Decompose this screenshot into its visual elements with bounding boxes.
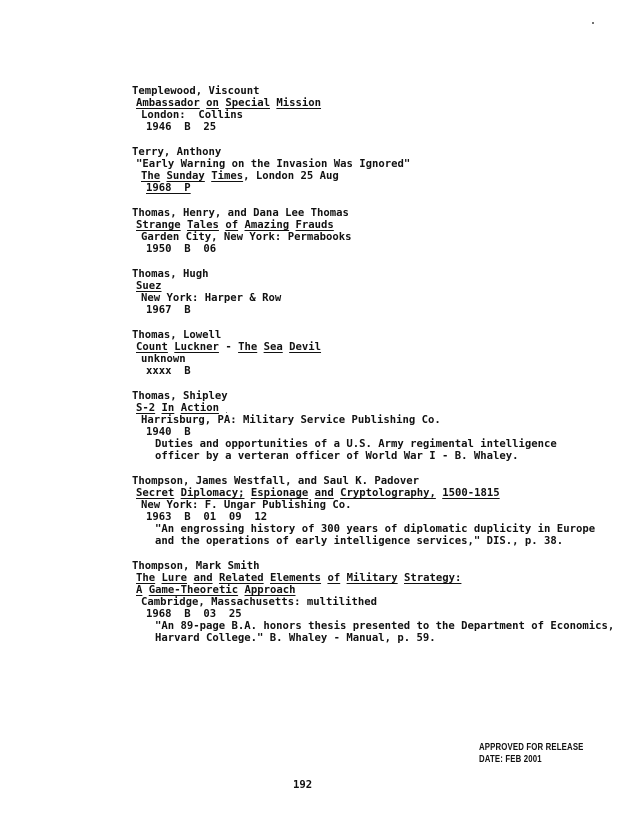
release-stamp-line: APPROVED FOR RELEASE bbox=[479, 742, 584, 753]
entry-title-continued: A Game-Theoretic Approach bbox=[136, 584, 296, 596]
entry-publisher: New York: F. Ungar Publishing Co. bbox=[141, 499, 352, 511]
entry-annotation: "An engrossing history of 300 years of diplomatic duplicity in Europe bbox=[155, 523, 596, 535]
entry-author: Thomas, Lowell bbox=[132, 329, 222, 341]
entry-code: 1967 B bbox=[146, 304, 191, 316]
entry-author: Thomas, Hugh bbox=[132, 268, 209, 280]
entry-title: The Lure and Related Elements of Military Strategy: bbox=[136, 572, 462, 584]
entry-annotation: officer by a verteran officer of World War I - B. Whaley. bbox=[155, 450, 519, 462]
entry-author: Thomas, Henry, and Dana Lee Thomas bbox=[132, 207, 349, 219]
entry-title: Strange Tales of Amazing Frauds bbox=[136, 219, 334, 231]
entry-annotation: "An 89-page B.A. honors thesis presented to the Department of Economics, bbox=[155, 620, 615, 632]
release-stamp-date: DATE: FEB 2001 bbox=[479, 754, 542, 765]
entry-title: Suez bbox=[136, 280, 162, 292]
page-number: 192 bbox=[293, 779, 313, 791]
entry-code: 1963 B 01 09 12 bbox=[146, 511, 268, 523]
entry-code: 1968 P bbox=[146, 182, 191, 194]
entry-publisher: unknown bbox=[141, 353, 186, 365]
entry-publisher: New York: Harper & Row bbox=[141, 292, 282, 304]
entry-publisher: Cambridge, Massachusetts: multilithed bbox=[141, 596, 377, 608]
entry-author: Thompson, James Westfall, and Saul K. Padover bbox=[132, 475, 420, 487]
entry-title: Secret Diplomacy; Espionage and Cryptolography, 1500-1815 bbox=[136, 487, 500, 499]
entry-code: 1940 B bbox=[146, 426, 191, 438]
entry-title: Ambassador on Special Mission bbox=[136, 97, 322, 109]
entry-title: S-2 In Action bbox=[136, 402, 219, 414]
entry-publisher: Garden City, New York: Permabooks bbox=[141, 231, 352, 243]
entry-annotation: and the operations of early intelligence services," DIS., p. 38. bbox=[155, 535, 564, 547]
entry-annotation: Duties and opportunities of a U.S. Army regimental intelligence bbox=[155, 438, 557, 450]
entry-source: The Sunday Times, London 25 Aug bbox=[141, 170, 339, 182]
scan-speck bbox=[592, 22, 594, 24]
entry-annotation: Harvard College." B. Whaley - Manual, p. 59. bbox=[155, 632, 436, 644]
entry-title: Count Luckner - The Sea Devil bbox=[136, 341, 322, 353]
entry-code: 1946 B 25 bbox=[146, 121, 217, 133]
entry-author: Thompson, Mark Smith bbox=[132, 560, 260, 572]
release-stamp bbox=[479, 742, 584, 766]
entry-publisher: London: Collins bbox=[141, 109, 244, 121]
entry-publisher: Harrisburg, PA: Military Service Publishing Co. bbox=[141, 414, 441, 426]
entry-code: 1968 B 03 25 bbox=[146, 608, 242, 620]
entry-author: Thomas, Shipley bbox=[132, 390, 228, 402]
entry-code: xxxx B bbox=[146, 365, 191, 377]
entry-author: Templewood, Viscount bbox=[132, 85, 260, 97]
entry-code: 1950 B 06 bbox=[146, 243, 217, 255]
scan-speck bbox=[226, 412, 227, 413]
entry-article-title: "Early Warning on the Invasion Was Ignored" bbox=[136, 158, 411, 170]
entry-author: Terry, Anthony bbox=[132, 146, 222, 158]
